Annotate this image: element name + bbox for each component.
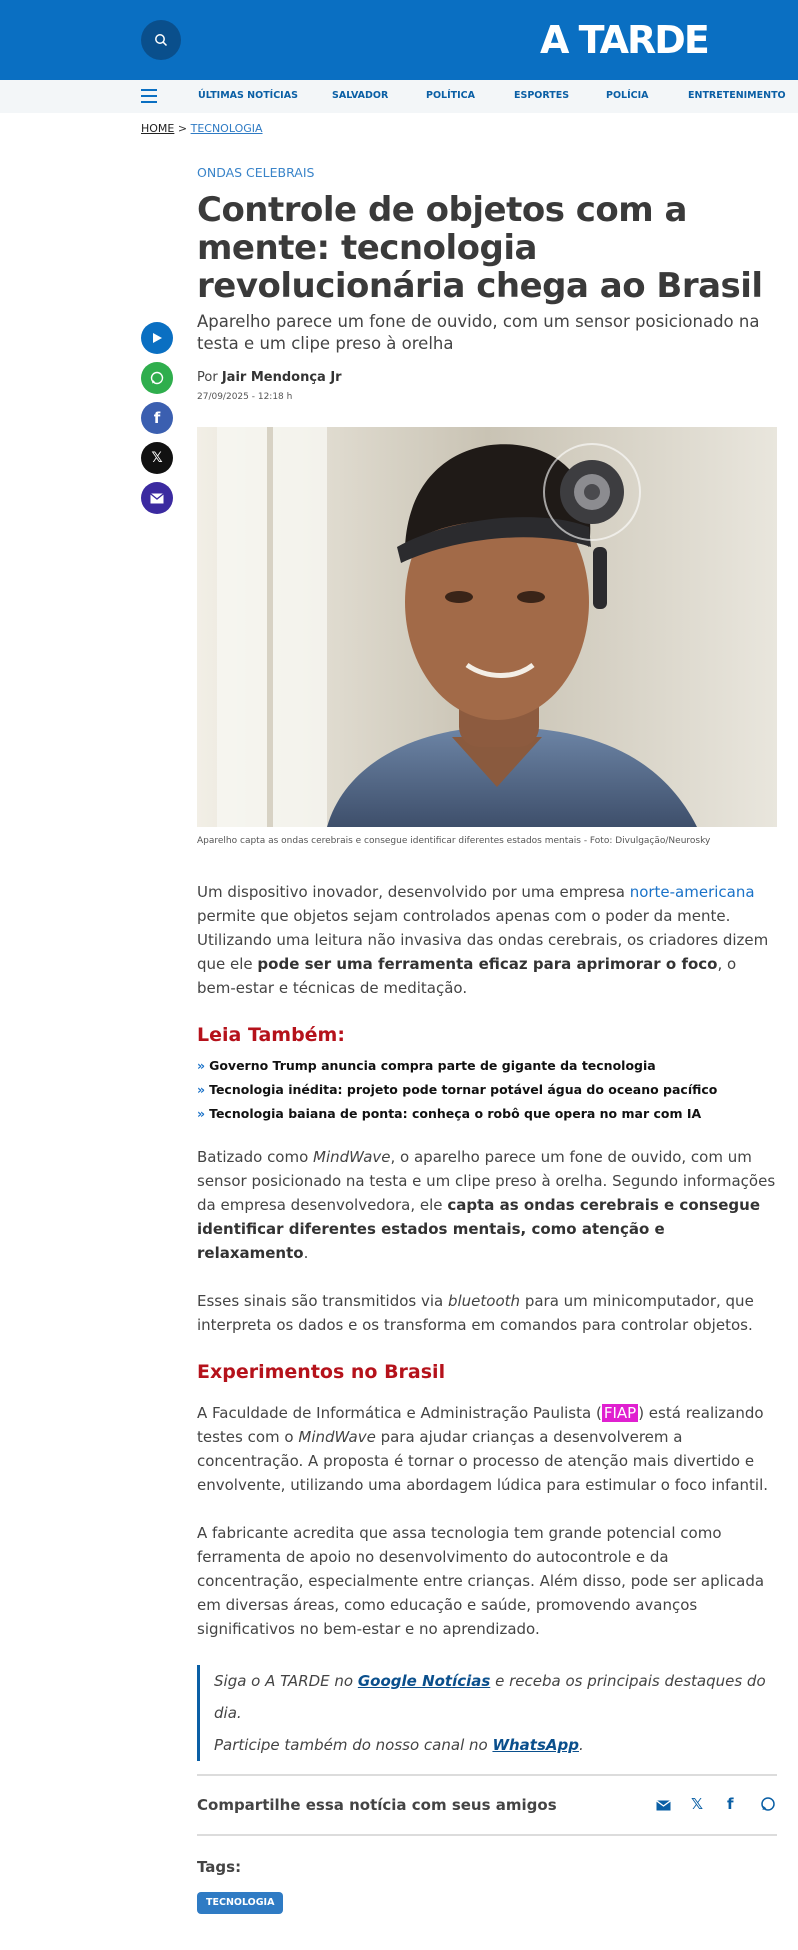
p4-text-c: para ajudar crianças a desenvolverem a concentração. A proposta é tornar o processo de atenção mais divertido e envolvente, utilizando uma abordagem lúdica para estimular o foco infantil. [197,1428,769,1494]
whatsapp-channel-link[interactable]: WhatsApp [492,1736,579,1754]
paragraph-2 [197,1145,777,1265]
play-icon [151,332,163,344]
tags-label: Tags: [197,1858,242,1876]
p3-text-b: para um minicomputador, que interpreta os dados e os transforma em comandos para controlar objetos. [197,1292,754,1334]
q1-text-a: Siga o A TARDE no [214,1672,358,1690]
p3-text-a: Esses sinais são transmitidos via [197,1292,448,1310]
article-header [197,165,777,402]
x-icon: 𝕏 [151,450,163,466]
related-box [197,1024,777,1121]
google-news-link[interactable]: Google Notícias [357,1672,491,1690]
nav-item-policia[interactable]: POLÍCIA [606,90,649,101]
share-sidebar [141,322,173,522]
double-chevron-icon: » [197,1058,206,1073]
main-nav [0,80,798,113]
p2-em: MindWave [313,1148,391,1166]
related-item-label: Tecnologia baiana de ponta: conheça o robô que opera no mar com IA [209,1106,702,1121]
related-list [197,1058,777,1121]
article-date: 27/09/2025 - 12:18 h [197,392,293,402]
whatsapp-icon[interactable] [760,1796,776,1812]
p2-text-c: . [303,1244,309,1262]
related-item-label: Tecnologia inédita: projeto pode tornar potável água do oceano pacífico [209,1082,718,1097]
facebook-icon[interactable]: f [727,1795,734,1813]
search-button[interactable] [141,20,181,60]
double-chevron-icon: » [197,1082,206,1097]
byline-prefix: Por [197,370,218,385]
x-icon[interactable]: 𝕏 [691,1795,704,1813]
link-norte-americana[interactable]: norte-americana [629,883,755,901]
nav-item-politica[interactable]: POLÍTICA [426,90,475,101]
share-whatsapp-button[interactable] [141,362,173,394]
article-byline [197,370,777,385]
section-title: Experimentos no Brasil [197,1361,446,1383]
photo-illustration [197,427,777,827]
breadcrumb-separator: > [177,122,188,135]
double-chevron-icon: » [197,1106,206,1121]
related-item[interactable] [197,1106,777,1121]
p1-text-a: Um dispositivo inovador, desenvolvido por uma empresa [197,883,630,901]
whatsapp-icon [149,370,165,386]
p1-text-b: permite que objetos sejam controlados apenas com o poder da mente. Utilizando uma leitura não invasiva das ondas cerebrais, os criadores dizem que ele [197,907,769,973]
breadcrumb-current[interactable]: TECNOLOGIA [190,122,263,135]
article-kicker[interactable]: ONDAS CELEBRAIS [197,165,315,180]
tag-tecnologia[interactable]: TECNOLOGIA [197,1892,283,1914]
follow-callout [197,1665,777,1761]
share-facebook-button[interactable] [141,402,173,434]
p1-text-c: , o bem-estar e técnicas de meditação. [197,955,737,997]
share-email-button[interactable] [141,482,173,514]
facebook-icon: f [153,409,161,427]
p3-em: bluetooth [447,1292,521,1310]
breadcrumb [141,122,263,135]
nav-item-salvador[interactable]: SALVADOR [332,90,389,101]
photo-caption: Aparelho capta as ondas cerebrais e consegue identificar diferentes estados mentais - Foto: Divulgação/Neurosky [197,836,711,846]
article-title: Controle de objetos com a mente: tecnologia revolucionária chega ao Brasil [197,190,763,306]
mail-icon[interactable] [656,1800,671,1811]
paragraph-1 [197,880,777,1000]
related-item[interactable] [197,1082,777,1097]
follow-google-news [214,1665,777,1729]
p2-bold: capta as ondas cerebrais e consegue identificar diferentes estados mentais, como atenção e relaxamento [197,1196,760,1262]
article-subtitle: Aparelho parece um fone de ouvido, com um sensor posicionado na testa e um clipe preso à orelha [197,312,760,353]
search-icon [154,33,168,47]
nav-item-ultimas-noticias[interactable]: ÚLTIMAS NOTÍCIAS [198,90,298,101]
author-name[interactable]: Jair Mendonça Jr [221,370,342,385]
site-logo[interactable]: A TARDE [540,18,708,62]
share-bar [197,1774,777,1836]
paragraph-4 [197,1401,777,1497]
share-x-button[interactable] [141,442,173,474]
q1-text-b: e receba os principais destaques do dia. [214,1672,766,1722]
play-audio-button[interactable] [141,322,173,354]
p1-bold: pode ser uma ferramenta eficaz para aprimorar o foco [257,955,718,973]
p4-text-a: A Faculdade de Informática e Administração Paulista ( [197,1404,602,1422]
p2-text-a: Batizado como [197,1148,314,1166]
p2-text-b: , o aparelho parece um fone de ouvido, com um sensor posicionado na testa e um clipe preso à orelha. Segundo informações da empresa desenvolvedora, ele [197,1148,776,1214]
site-header [0,0,798,80]
p4-em: MindWave [298,1428,376,1446]
paragraph-3 [197,1289,777,1337]
follow-whatsapp [214,1729,777,1761]
paragraph-5: A fabricante acredita que assa tecnologia tem grande potencial como ferramenta de apoio no desenvolvimento do autocontrole e da concentração, especialmente entre crianças. Além disso, pode ser aplicada em diversas áreas, como educação e saúde, promovendo avanços significativos no bem-estar e no aprendizado. [197,1524,765,1638]
article-body [197,880,777,1761]
share-label: Compartilhe essa notícia com seus amigos [197,1796,557,1814]
mail-icon [150,493,164,504]
nav-item-entretenimento[interactable]: ENTRETENIMENTO [688,90,786,101]
highlight-fiap: FIAP [603,1404,637,1422]
p4-text-b: ) está realizando testes com o [197,1404,764,1446]
related-item-label: Governo Trump anuncia compra parte de gigante da tecnologia [209,1058,656,1073]
article-photo [197,427,777,827]
related-item[interactable] [197,1058,777,1073]
q2-text-b: . [578,1736,584,1754]
menu-icon[interactable] [141,89,157,103]
related-title: Leia Também: [197,1024,345,1046]
q2-text-a: Participe também do nosso canal no [214,1736,493,1754]
nav-item-esportes[interactable]: ESPORTES [514,90,570,101]
breadcrumb-home[interactable]: HOME [141,122,175,135]
